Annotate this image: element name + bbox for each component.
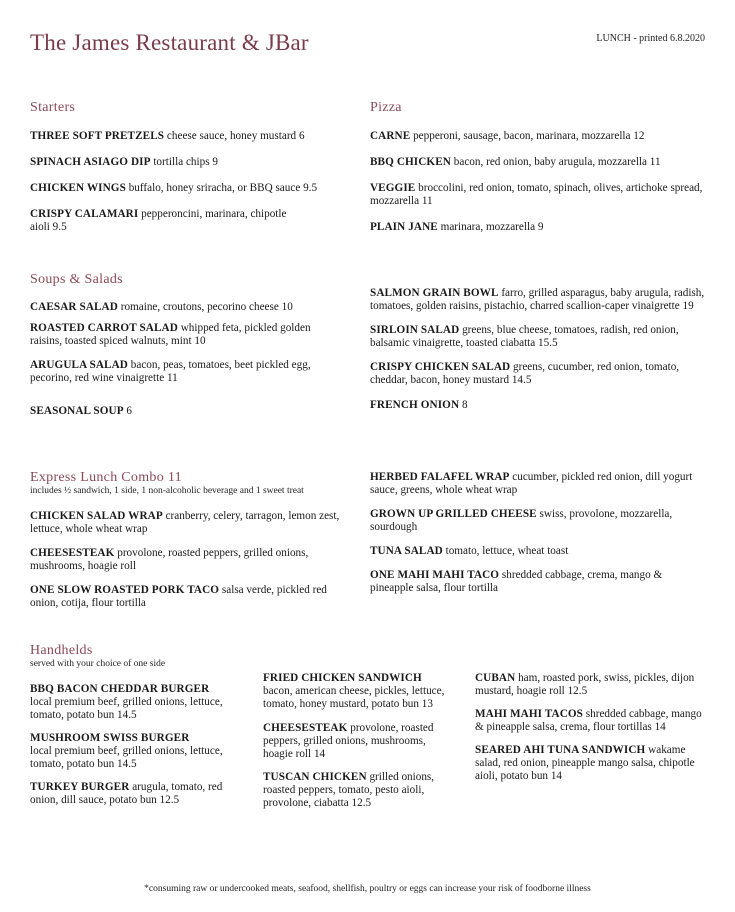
express-right-column [370, 471, 705, 595]
footer-disclaimer: *consuming raw or undercooked meats, seafood, shellfish, poultry or eggs can increase your risk of foodborne illness [144, 884, 591, 894]
handhelds-column-2 [263, 672, 458, 810]
item-name: CHEESESTEAK [30, 547, 115, 559]
restaurant-title: The James Restaurant & JBar [30, 30, 309, 55]
item-desc: cheese sauce, honey mustard 6 [166, 130, 305, 142]
item-name: TUSCAN CHICKEN [263, 771, 367, 783]
item-name: CHICKEN WINGS [30, 182, 126, 194]
menu-item [30, 359, 345, 385]
item-desc: bacon, american cheese, pickles, lettuce, tomato, honey mustard, potato bun 13 [263, 685, 445, 710]
item-desc: pepperoncini, marinara, chipotle aioli 9.5 [30, 208, 287, 233]
item-desc: salsa verde, pickled red onion, cotija, flour tortilla [30, 584, 327, 609]
item-desc: greens, cucumber, red onion, tomato, cheddar, bacon, honey mustard 14.5 [370, 361, 680, 386]
pizza-section [370, 100, 705, 234]
item-desc: wakame salad, red onion, pineapple mango salsa, chipotle aioli, potato bun 14 [475, 744, 695, 782]
menu-item [370, 545, 705, 558]
menu-item [263, 722, 458, 761]
item-name: HERBED FALAFEL WRAP [370, 471, 510, 483]
menu-item [370, 569, 705, 595]
item-name: ARUGULA SALAD [30, 359, 128, 371]
handhelds-column-3 [475, 672, 710, 783]
item-desc: bacon, peas, tomatoes, beet pickled egg, pecorino, red wine vinaigrette 11 [30, 359, 311, 384]
item-desc: swiss, provolone, mozzarella, sourdough [370, 508, 673, 533]
menu-item [30, 683, 250, 722]
menu-item [30, 208, 290, 234]
starters-section [30, 100, 345, 234]
menu-item [30, 301, 345, 314]
item-desc: grilled onions, roasted peppers, tomato, pesto aioli, provolone, ciabatta 12.5 [263, 771, 435, 809]
item-desc: 8 [461, 399, 468, 411]
section-heading-pizza: Pizza [370, 100, 402, 115]
menu-item [30, 547, 348, 573]
express-lunch-section [30, 470, 348, 610]
item-name: CRISPY CHICKEN SALAD [370, 361, 511, 373]
item-name: SALMON GRAIN BOWL [370, 287, 499, 299]
menu-item [30, 405, 345, 418]
section-subheading: served with your choice of one side [30, 659, 166, 669]
menu-item [30, 781, 250, 807]
item-name: TUNA SALAD [370, 545, 443, 557]
item-name: ONE SLOW ROASTED PORK TACO [30, 584, 220, 596]
menu-item [475, 672, 710, 698]
item-name: CUBAN [475, 672, 516, 684]
menu-item [370, 508, 705, 534]
item-name: FRENCH ONION [370, 399, 460, 411]
item-name: FRIED CHICKEN SANDWICH [263, 672, 422, 684]
menu-item [370, 221, 705, 234]
menu-item [370, 156, 705, 169]
item-name: CAESAR SALAD [30, 301, 118, 313]
item-name: CHICKEN SALAD WRAP [30, 510, 163, 522]
section-subheading: includes ½ sandwich, 1 side, 1 non-alcoholic beverage and 1 sweet treat [30, 486, 304, 496]
item-name: MUSHROOM SWISS BURGER [30, 732, 190, 744]
item-name: THREE SOFT PRETZELS [30, 130, 165, 142]
item-desc: bacon, red onion, baby arugula, mozzarella 11 [453, 156, 661, 168]
item-desc: tortilla chips 9 [153, 156, 218, 168]
menu-item [370, 399, 705, 412]
item-name: TURKEY BURGER [30, 781, 130, 793]
item-desc: shredded cabbage, mango & pineapple salsa, crema, flour tortillas 14 [475, 708, 702, 733]
item-desc: buffalo, honey sriracha, or BBQ sauce 9.5 [128, 182, 318, 194]
menu-item [30, 182, 345, 195]
item-name: SPINACH ASIAGO DIP [30, 156, 151, 168]
item-name: CRISPY CALAMARI [30, 208, 139, 220]
menu-item [475, 744, 710, 783]
item-desc: 6 [126, 405, 133, 417]
item-name: SIRLOIN SALAD [370, 324, 460, 336]
menu-item [370, 471, 705, 497]
item-desc: provolone, roasted peppers, grilled onions, mushrooms, hoagie roll 14 [263, 722, 434, 760]
item-desc: ham, roasted pork, swiss, pickles, dijon mustard, hoagie roll 12.5 [475, 672, 695, 697]
item-name: ONE MAHI MAHI TACO [370, 569, 500, 581]
menu-item [30, 584, 348, 610]
item-desc: arugula, tomato, red onion, dill sauce, potato bun 12.5 [30, 781, 223, 806]
menu-item [475, 708, 710, 734]
item-desc: farro, grilled asparagus, baby arugula, radish, tomatoes, golden raisins, pistachio, charred scallion-caper vinaigrette 19 [370, 287, 705, 312]
item-desc: romaine, croutons, pecorino cheese 10 [120, 301, 293, 313]
item-desc: cucumber, pickled red onion, dill yogurt sauce, greens, whole wheat wrap [370, 471, 693, 496]
section-heading-starters: Starters [30, 100, 76, 115]
menu-item [30, 322, 345, 348]
item-desc: greens, blue cheese, tomatoes, radish, red onion, balsamic vinaigrette, toasted ciabatta 15.5 [370, 324, 679, 349]
item-name: BBQ BACON CHEDDAR BURGER [30, 683, 210, 695]
item-desc: whipped feta, pickled golden raisins, toasted spiced walnuts, mint 10 [30, 322, 311, 347]
item-name: VEGGIE [370, 182, 416, 194]
item-name: SEARED AHI TUNA SANDWICH [475, 744, 646, 756]
menu-item [370, 182, 705, 208]
menu-item [370, 361, 705, 387]
section-heading-soups-salads: Soups & Salads [30, 272, 123, 287]
menu-item [30, 732, 250, 771]
soups-salads-section [30, 272, 345, 418]
menu-item [263, 672, 458, 711]
item-desc: local premium beef, grilled onions, lettuce, tomato, potato bun 14.5 [30, 745, 223, 770]
section-heading-handhelds: Handhelds [30, 643, 93, 658]
menu-item [263, 771, 458, 810]
menu-item [30, 130, 345, 143]
item-desc: local premium beef, grilled onions, lettuce, tomato, potato bun 14.5 [30, 696, 223, 721]
item-desc: pepperoni, sausage, bacon, marinara, mozzarella 12 [413, 130, 645, 142]
item-name: PLAIN JANE [370, 221, 438, 233]
item-name: SEASONAL SOUP [30, 405, 124, 417]
menu-item [370, 287, 705, 313]
item-desc: tomato, lettuce, wheat toast [445, 545, 569, 557]
handhelds-section [30, 643, 250, 807]
item-name: GROWN UP GRILLED CHEESE [370, 508, 537, 520]
menu-item [370, 324, 705, 350]
section-heading-express-lunch: Express Lunch Combo 11 [30, 470, 182, 485]
menu-item [30, 156, 345, 169]
menu-item [30, 510, 348, 536]
item-name: ROASTED CARROT SALAD [30, 322, 178, 334]
salads-right-column [370, 287, 705, 412]
menu-item [370, 130, 705, 143]
item-name: CHEESESTEAK [263, 722, 348, 734]
printed-date: LUNCH - printed 6.8.2020 [596, 33, 705, 44]
item-desc: provolone, roasted peppers, grilled onions, mushrooms, hoagie roll [30, 547, 309, 572]
item-name: BBQ CHICKEN [370, 156, 451, 168]
item-desc: broccolini, red onion, tomato, spinach, olives, artichoke spread, mozzarella 11 [370, 182, 703, 207]
item-desc: cranberry, celery, tarragon, lemon zest, lettuce, whole wheat wrap [30, 510, 340, 535]
item-name: CARNE [370, 130, 411, 142]
item-desc: shredded cabbage, crema, mango & pineapple salsa, flour tortilla [370, 569, 663, 594]
item-name: MAHI MAHI TACOS [475, 708, 583, 720]
item-desc: marinara, mozzarella 9 [440, 221, 544, 233]
